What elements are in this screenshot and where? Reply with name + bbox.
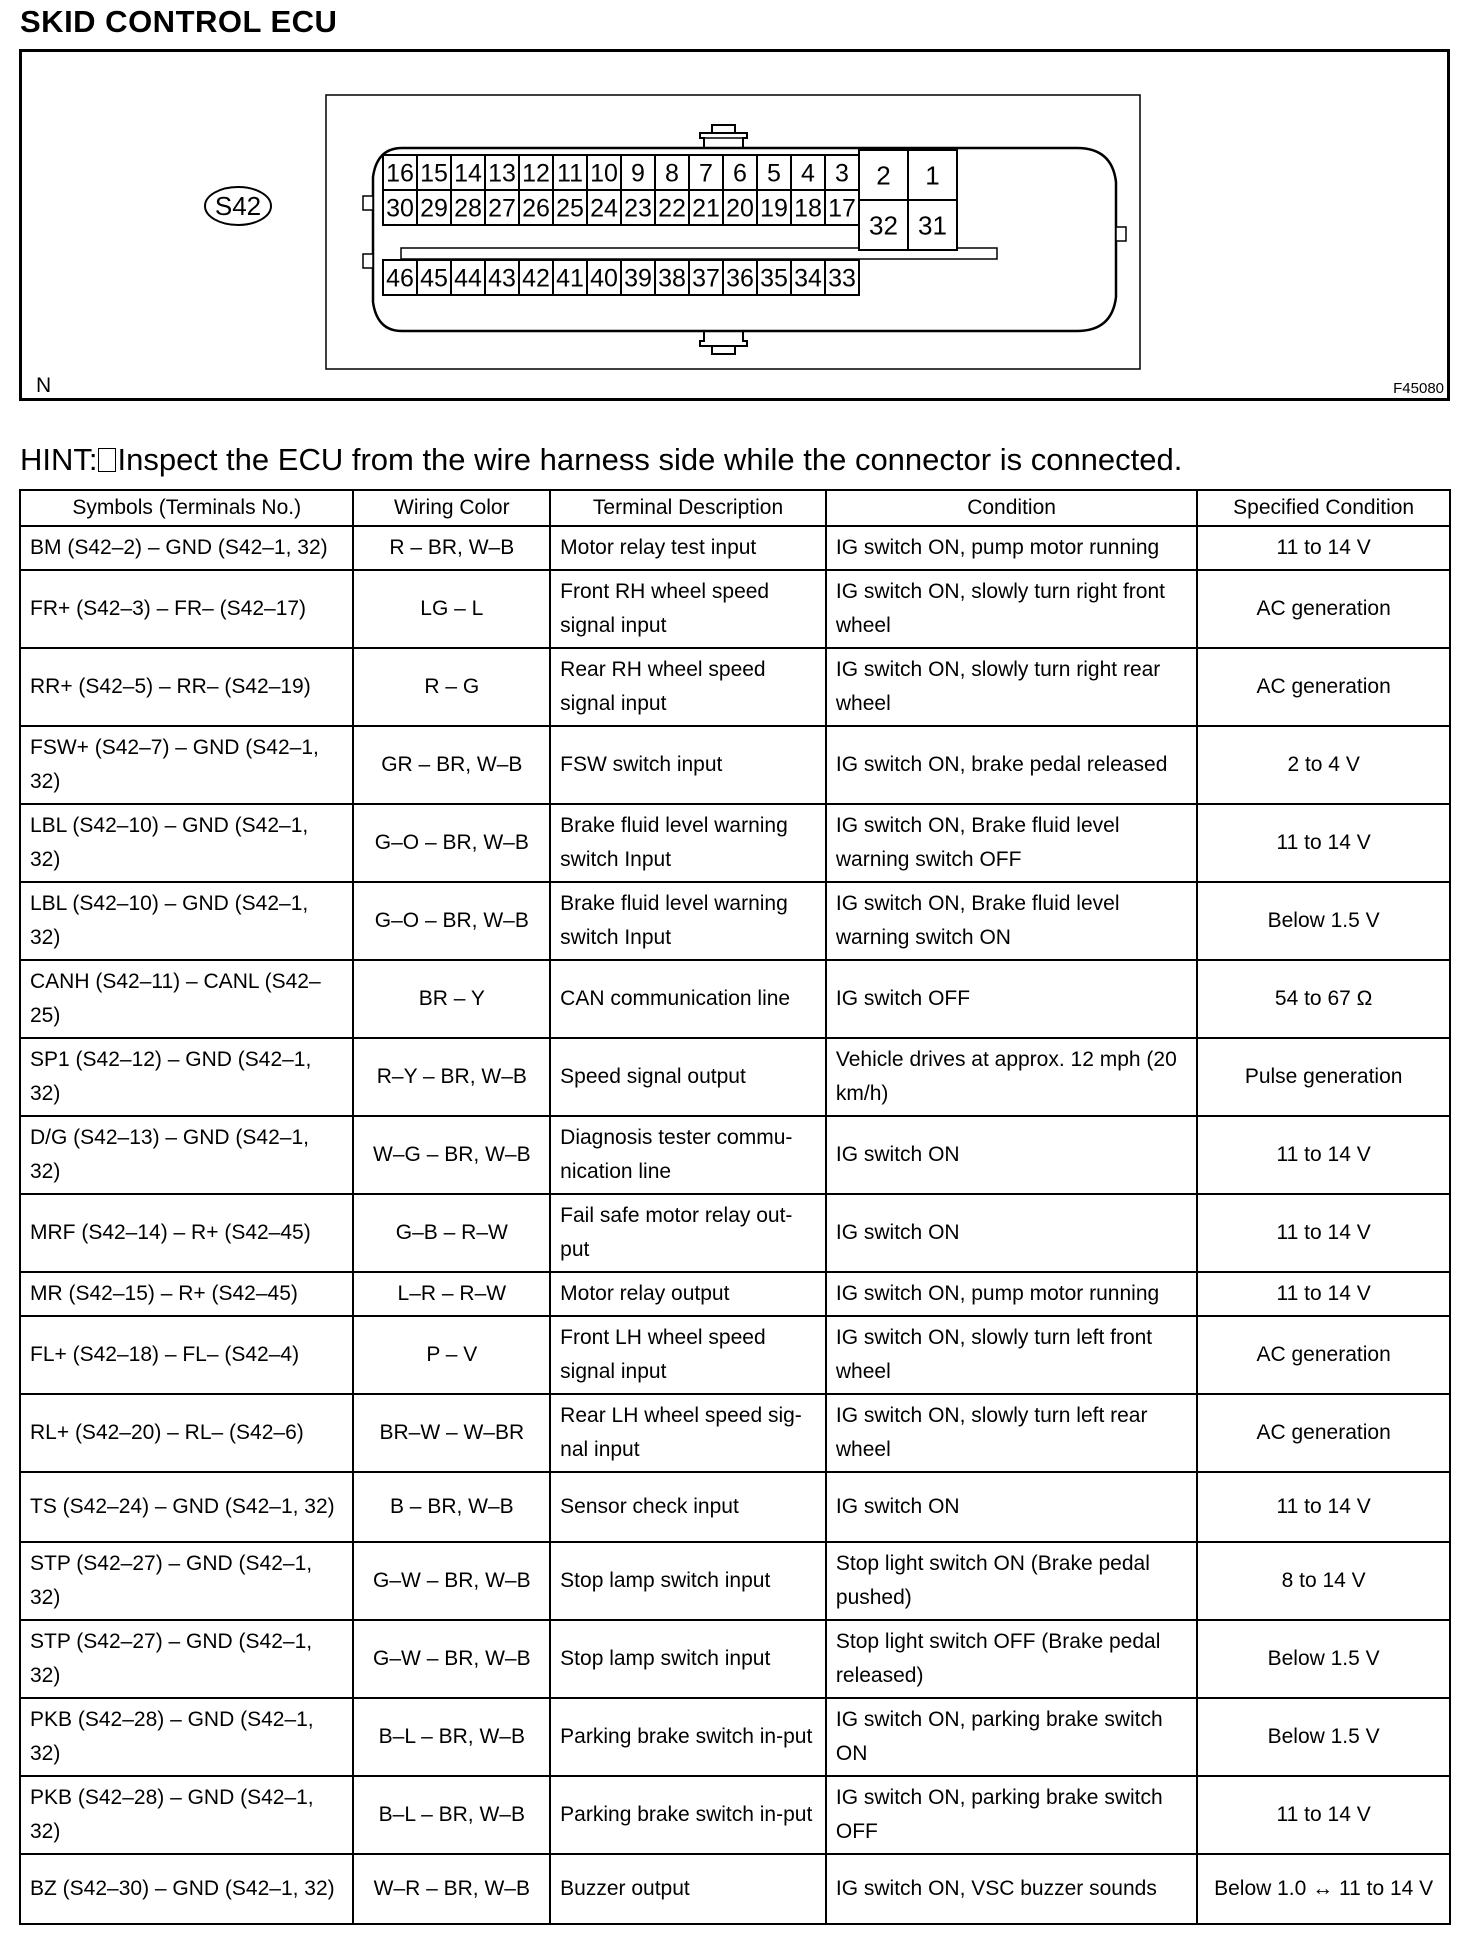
pin-number: 43 (488, 264, 516, 293)
table-row (20, 882, 1450, 960)
cell-condition: IG switch ON, pump motor running (826, 1272, 1197, 1316)
cell-symbols: FSW+ (S42–7) – GND (S42–1, 32) (20, 726, 353, 804)
cell-terminal-description: Diagnosis tester commu-nication line (550, 1116, 826, 1194)
pin-number: 28 (454, 194, 482, 223)
cell-condition: IG switch ON, VSC buzzer sounds (826, 1854, 1197, 1924)
pin-number: 1 (925, 160, 940, 191)
cell-condition: IG switch ON, Brake fluid level warning switch ON (826, 882, 1197, 960)
pin-number: 21 (692, 194, 720, 223)
cell-wiring-color: G–O – BR, W–B (353, 804, 550, 882)
pin-number: 20 (726, 194, 754, 223)
table-row (20, 1272, 1450, 1316)
cell-wiring-color: R–Y – BR, W–B (353, 1038, 550, 1116)
cell-wiring-color: R – BR, W–B (353, 526, 550, 570)
pin-number: 33 (828, 264, 856, 293)
pin-number: 27 (488, 194, 516, 223)
pin-number: 34 (794, 264, 822, 293)
figure-id: F45080 (1393, 380, 1444, 397)
pin-number: 6 (733, 159, 747, 188)
table-row (20, 1194, 1450, 1272)
cell-wiring-color: G–O – BR, W–B (353, 882, 550, 960)
cell-specified-condition: 11 to 14 V (1197, 1194, 1450, 1272)
pin-number: 10 (590, 159, 618, 188)
cell-specified-condition: AC generation (1197, 648, 1450, 726)
table-row (20, 1542, 1450, 1620)
pin-number: 24 (590, 194, 618, 223)
cell-specified-condition: 11 to 14 V (1197, 1116, 1450, 1194)
cell-terminal-description: Speed signal output (550, 1038, 826, 1116)
pin-number: 17 (828, 194, 856, 223)
cell-specified-condition: Below 1.0 ↔ 11 to 14 V (1197, 1854, 1450, 1924)
cell-terminal-description: Buzzer output (550, 1854, 826, 1924)
pin-number: 26 (522, 194, 550, 223)
cell-symbols: RR+ (S42–5) – RR– (S42–19) (20, 648, 353, 726)
cell-wiring-color: B–L – BR, W–B (353, 1698, 550, 1776)
cell-symbols: FL+ (S42–18) – FL– (S42–4) (20, 1316, 353, 1394)
table-row (20, 1472, 1450, 1542)
cell-symbols: TS (S42–24) – GND (S42–1, 32) (20, 1472, 353, 1542)
cell-specified-condition: Below 1.5 V (1197, 1620, 1450, 1698)
pin-number: 14 (454, 159, 482, 188)
cell-symbols: BZ (S42–30) – GND (S42–1, 32) (20, 1854, 353, 1924)
cell-specified-condition: Pulse generation (1197, 1038, 1450, 1116)
pin-number: 22 (658, 194, 686, 223)
table-row (20, 1620, 1450, 1698)
cell-symbols: FR+ (S42–3) – FR– (S42–17) (20, 570, 353, 648)
pin-number: 37 (692, 264, 720, 293)
cell-condition: IG switch ON, slowly turn right front wheel (826, 570, 1197, 648)
cell-wiring-color: R – G (353, 648, 550, 726)
cell-symbols: PKB (S42–28) – GND (S42–1, 32) (20, 1776, 353, 1854)
cell-specified-condition: 11 to 14 V (1197, 1776, 1450, 1854)
cell-specified-condition: 11 to 14 V (1197, 1472, 1450, 1542)
terminal-spec-table (19, 489, 1451, 1925)
header-specified-condition: Specified Condition (1197, 490, 1450, 526)
cell-condition: IG switch ON (826, 1116, 1197, 1194)
pin-number: 8 (665, 159, 679, 188)
table-row (20, 648, 1450, 726)
cell-terminal-description: Parking brake switch in-put (550, 1698, 826, 1776)
cell-terminal-description: FSW switch input (550, 726, 826, 804)
cell-condition: IG switch ON (826, 1472, 1197, 1542)
cell-wiring-color: P – V (353, 1316, 550, 1394)
cell-condition: IG switch ON, parking brake switch ON (826, 1698, 1197, 1776)
pin-number: 41 (556, 264, 584, 293)
connector-diagram (22, 52, 1453, 404)
cell-specified-condition: 11 to 14 V (1197, 526, 1450, 570)
cell-terminal-description: Fail safe motor relay out-put (550, 1194, 826, 1272)
table-row (20, 960, 1450, 1038)
pin-number: 36 (726, 264, 754, 293)
pin-number: 31 (918, 210, 947, 241)
pin-number: 42 (522, 264, 550, 293)
cell-wiring-color: B–L – BR, W–B (353, 1776, 550, 1854)
cell-terminal-description: Brake fluid level warning switch Input (550, 804, 826, 882)
cell-symbols: SP1 (S42–12) – GND (S42–1, 32) (20, 1038, 353, 1116)
cell-condition: Stop light switch ON (Brake pedal pushed) (826, 1542, 1197, 1620)
pin-number: 35 (760, 264, 788, 293)
cell-symbols: CANH (S42–11) – CANL (S42–25) (20, 960, 353, 1038)
cell-terminal-description: Motor relay test input (550, 526, 826, 570)
cell-wiring-color: BR – Y (353, 960, 550, 1038)
cell-specified-condition: Below 1.5 V (1197, 882, 1450, 960)
table-header-row (20, 490, 1450, 526)
connector-figure (19, 49, 1450, 401)
figure-corner-label: N (36, 374, 52, 397)
cell-wiring-color: B – BR, W–B (353, 1472, 550, 1542)
table-row (20, 726, 1450, 804)
cell-wiring-color: G–W – BR, W–B (353, 1620, 550, 1698)
page-title: SKID CONTROL ECU (20, 4, 338, 39)
cell-condition: IG switch ON, pump motor running (826, 526, 1197, 570)
cell-symbols: MRF (S42–14) – R+ (S42–45) (20, 1194, 353, 1272)
header-symbols: Symbols (Terminals No.) (20, 490, 353, 526)
cell-terminal-description: CAN communication line (550, 960, 826, 1038)
cell-symbols: RL+ (S42–20) – RL– (S42–6) (20, 1394, 353, 1472)
cell-terminal-description: Stop lamp switch input (550, 1620, 826, 1698)
cell-specified-condition: 11 to 14 V (1197, 804, 1450, 882)
cell-condition: IG switch OFF (826, 960, 1197, 1038)
cell-specified-condition: 8 to 14 V (1197, 1542, 1450, 1620)
pin-number: 2 (876, 160, 891, 191)
cell-wiring-color: GR – BR, W–B (353, 726, 550, 804)
pin-number: 38 (658, 264, 686, 293)
table-row (20, 1316, 1450, 1394)
pin-number: 4 (801, 159, 815, 188)
cell-specified-condition: 2 to 4 V (1197, 726, 1450, 804)
cell-terminal-description: Motor relay output (550, 1272, 826, 1316)
cell-condition: IG switch ON, slowly turn left rear wheel (826, 1394, 1197, 1472)
pin-grid (383, 150, 957, 295)
cell-symbols: PKB (S42–28) – GND (S42–1, 32) (20, 1698, 353, 1776)
cell-specified-condition: Below 1.5 V (1197, 1698, 1450, 1776)
pin-number: 9 (631, 159, 645, 188)
table-row (20, 1776, 1450, 1854)
cell-terminal-description: Front RH wheel speed signal input (550, 570, 826, 648)
connector-id-label: S42 (214, 191, 262, 221)
header-terminal-description: Terminal Description (550, 490, 826, 526)
cell-condition: IG switch ON, slowly turn left front wheel (826, 1316, 1197, 1394)
cell-wiring-color: W–R – BR, W–B (353, 1854, 550, 1924)
hint-text: Inspect the ECU from the wire harness side while the connector is connected. (117, 442, 1183, 477)
cell-symbols: STP (S42–27) – GND (S42–1, 32) (20, 1542, 353, 1620)
cell-specified-condition: AC generation (1197, 1394, 1450, 1472)
pin-number: 13 (488, 159, 516, 188)
pin-number: 32 (869, 210, 898, 241)
table-row (20, 1394, 1450, 1472)
cell-condition: IG switch ON, slowly turn right rear wheel (826, 648, 1197, 726)
pin-number: 19 (760, 194, 788, 223)
cell-specified-condition: 11 to 14 V (1197, 1272, 1450, 1316)
cell-symbols: D/G (S42–13) – GND (S42–1, 32) (20, 1116, 353, 1194)
cell-specified-condition: AC generation (1197, 570, 1450, 648)
table-row (20, 804, 1450, 882)
hint-line (20, 442, 1182, 478)
pin-number: 44 (454, 264, 482, 293)
cell-terminal-description: Rear RH wheel speed signal input (550, 648, 826, 726)
cell-wiring-color: G–W – BR, W–B (353, 1542, 550, 1620)
hint-box-icon (98, 448, 116, 472)
cell-symbols: LBL (S42–10) – GND (S42–1, 32) (20, 882, 353, 960)
pin-number: 15 (420, 159, 448, 188)
pin-number: 12 (522, 159, 550, 188)
pin-number: 40 (590, 264, 618, 293)
header-condition: Condition (826, 490, 1197, 526)
cell-condition: IG switch ON, parking brake switch OFF (826, 1776, 1197, 1854)
pin-number: 45 (420, 264, 448, 293)
cell-terminal-description: Parking brake switch in-put (550, 1776, 826, 1854)
cell-wiring-color: LG – L (353, 570, 550, 648)
pin-number: 11 (557, 159, 583, 188)
cell-wiring-color: L–R – R–W (353, 1272, 550, 1316)
pin-number: 16 (386, 159, 414, 188)
cell-wiring-color: BR–W – W–BR (353, 1394, 550, 1472)
pin-number: 18 (794, 194, 822, 223)
cell-symbols: MR (S42–15) – R+ (S42–45) (20, 1272, 353, 1316)
pin-number: 46 (386, 264, 414, 293)
pin-number: 30 (386, 194, 414, 223)
cell-condition: Vehicle drives at approx. 12 mph (20 km/h) (826, 1038, 1197, 1116)
pin-number: 3 (835, 159, 849, 188)
cell-condition: IG switch ON, brake pedal released (826, 726, 1197, 804)
table-row (20, 1038, 1450, 1116)
cell-condition: IG switch ON, Brake fluid level warning switch OFF (826, 804, 1197, 882)
cell-symbols: STP (S42–27) – GND (S42–1, 32) (20, 1620, 353, 1698)
hint-prefix: HINT: (20, 442, 98, 477)
cell-terminal-description: Sensor check input (550, 1472, 826, 1542)
cell-terminal-description: Brake fluid level warning switch Input (550, 882, 826, 960)
cell-terminal-description: Front LH wheel speed signal input (550, 1316, 826, 1394)
cell-wiring-color: W–G – BR, W–B (353, 1116, 550, 1194)
cell-condition: IG switch ON (826, 1194, 1197, 1272)
table-row (20, 1698, 1450, 1776)
pin-number: 39 (624, 264, 652, 293)
cell-terminal-description: Rear LH wheel speed sig-nal input (550, 1394, 826, 1472)
cell-specified-condition: 54 to 67 Ω (1197, 960, 1450, 1038)
cell-symbols: LBL (S42–10) – GND (S42–1, 32) (20, 804, 353, 882)
pin-number: 23 (624, 194, 652, 223)
table-row (20, 1116, 1450, 1194)
table-row (20, 570, 1450, 648)
cell-condition: Stop light switch OFF (Brake pedal released) (826, 1620, 1197, 1698)
pin-number: 7 (699, 159, 713, 188)
pin-number: 29 (420, 194, 448, 223)
pin-number: 5 (767, 159, 781, 188)
table-row (20, 526, 1450, 570)
pin-number: 25 (556, 194, 584, 223)
cell-wiring-color: G–B – R–W (353, 1194, 550, 1272)
table-row (20, 1854, 1450, 1924)
cell-symbols: BM (S42–2) – GND (S42–1, 32) (20, 526, 353, 570)
header-wiring-color: Wiring Color (353, 490, 550, 526)
cell-specified-condition: AC generation (1197, 1316, 1450, 1394)
cell-terminal-description: Stop lamp switch input (550, 1542, 826, 1620)
